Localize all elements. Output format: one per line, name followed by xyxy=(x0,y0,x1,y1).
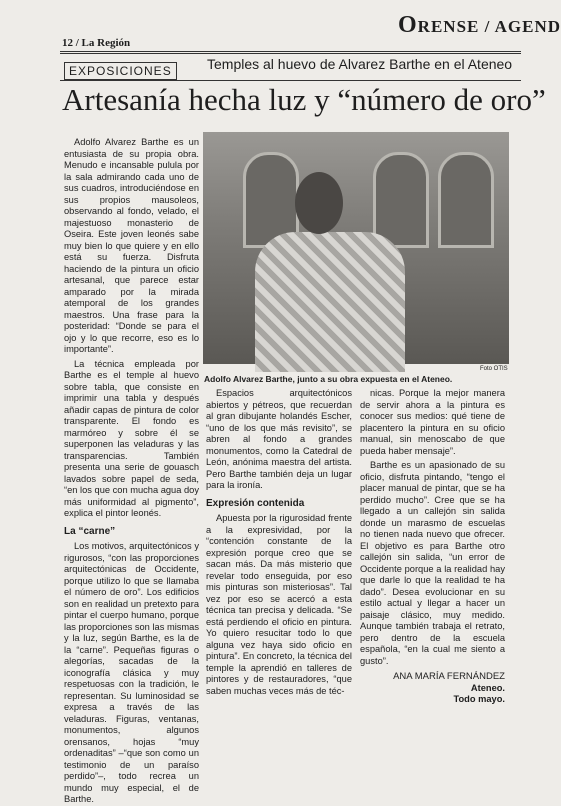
subheading: La “carne” xyxy=(64,525,116,537)
paragraph: nicas. Porque la mejor manera de servir ahora a la pintura es conocer sus medios: qué tiene de placentero la pintura en su oficio manual, sin menoscabo de que pueda haber mensaje”. xyxy=(360,388,505,456)
photo-person-head xyxy=(295,172,343,234)
article-column-3 xyxy=(360,388,505,704)
article-subtitle: Temples al huevo de Alvarez Barthe en el Ateneo xyxy=(207,56,513,72)
artist-photo xyxy=(203,132,509,364)
photo-caption: Adolfo Alvarez Barthe, junto a su obra expuesta en el Ateneo. xyxy=(204,374,453,384)
paragraph: Adolfo Alvarez Barthe es un entusiasta de su propia obra. Menudo e incansable pulula por la sala admirando cada uno de sus cuadros, introduciéndose en sus propios mausoleos, observando al fondo, velado, el majestuoso monasterio de Oseira. Este joven leonés sabe muy bien lo que quiere y en ello está su fuerza. Disfruta haciendo de la pintura un oficio artesanal, que parece estar amparado por la mirada atemporal de los grandes maestros. Una frase para la posteridad: “Donde se para el ojo y lo que recorre, eso es lo importante”. xyxy=(64,137,199,354)
paragraph: Barthe es un apasionado de su oficio, disfruta pintando, “tengo el placer manual de pintar, que se ha perdido mucho”. Cree que se ha llegado a un callejón sin salida donde un marasmo de escuelas no tienen nada nuevo que ofrecer. El objetivo es para Barthe otro callejón sin salida, “un error de Occidente porque a la realidad hay que darle lo que la realidad te ha dado”. Desea evolucionar en su estilo actual y llegar a hacer un paisaje clásico, muy medido. Aunque también trabaja el retrato, pero dentro de la escuela española, “en la cual me siento a gusto”. xyxy=(360,460,505,666)
photo-person-body xyxy=(255,232,405,372)
photo-arch xyxy=(438,152,494,248)
paragraph: Apuesta por la rigurosidad frente a la expresividad, por la “contención constante de la expresión porque creo que se sacan más. Da más misterio que revelar todo enseguida, por eso mis pinturas son misteriosas”. Tal vez por eso se acercó a esta técnica tan precisa y delicada. “Se está perdiendo el oficio en pintura. Yo quiero resucitar todo lo que alguna vez haya sido oficio en pintura”. En concreto, la técnica del temple la aprendió en talleres de pintores y de restauradores, “que saben muchas veces más de téc- xyxy=(206,513,352,696)
article-column-1 xyxy=(64,137,199,804)
page-folio: 12 / La Región xyxy=(62,37,131,49)
section-header-rest: RENSE / AGEND xyxy=(417,17,561,36)
subheading: Expresión contenida xyxy=(206,497,305,509)
section-header-initial: O xyxy=(398,12,418,38)
paragraph: La técnica empleada por Barthe es el temple al huevo sobre tabla, que consiste en imprimir una tabla y después añadir capas de pintura de color transparente. El fondo es marmóreo y sobre él se superponen las veladuras y las transparencias. También presenta una serie de gouasch lavados sobre papel de seda, “en los que con mucha agua doy más uniformidad al pigmento”, explica el pintor leonés. xyxy=(64,358,199,518)
header-rule xyxy=(60,51,521,52)
dates-info: Todo mayo. xyxy=(453,694,505,704)
subtitle-rule xyxy=(60,80,521,81)
author-byline: ANA MARÍA FERNÁNDEZ xyxy=(393,671,505,682)
section-tag: EXPOSICIONES xyxy=(64,62,177,80)
section-header xyxy=(398,12,561,39)
paragraph: Los motivos, arquitectónicos y rigurosos, “con las proporciones arquitectónicas de Occidente, porque utilizo lo que se llamaba el número de oro”. Los edificios son en realidad un pretexto para pintar el cuerpo humano, porque las proporciones son las mismas y la luz, según Barthe, es la de la “carne”. Pequeñas figuras o alegorías, sacadas de la iconografía clásica y muy respetuosas con la tradición, le representan. Su luminosidad se expresa a través de las veladuras. Figuras, ventanas, monumentos, algunos orensanos, hojas “muy ordenaditas” –“que son como un testimonio de un paraíso perdido”–, todo recrea un mundo muy especial, el de Barthe. xyxy=(64,541,199,804)
photo-arch xyxy=(373,152,429,248)
article-column-2 xyxy=(206,388,352,696)
paragraph: Espacios arquitectónicos abiertos y pétreos, que recuerdan al gran dibujante holandés Escher, “uno de los que más revisito”, se abren al fondo a grandes monumentos, como la Catedral de León, anónima maestra del artista. Pero Barthe también deja un lugar para la ironía. xyxy=(206,388,352,490)
photo-credit: Foto OTIS xyxy=(480,366,508,372)
article-headline: Artesanía hecha luz y “número de oro” xyxy=(62,82,546,117)
header-rule-2 xyxy=(60,53,521,54)
venue-info: Ateneo. xyxy=(470,682,505,693)
